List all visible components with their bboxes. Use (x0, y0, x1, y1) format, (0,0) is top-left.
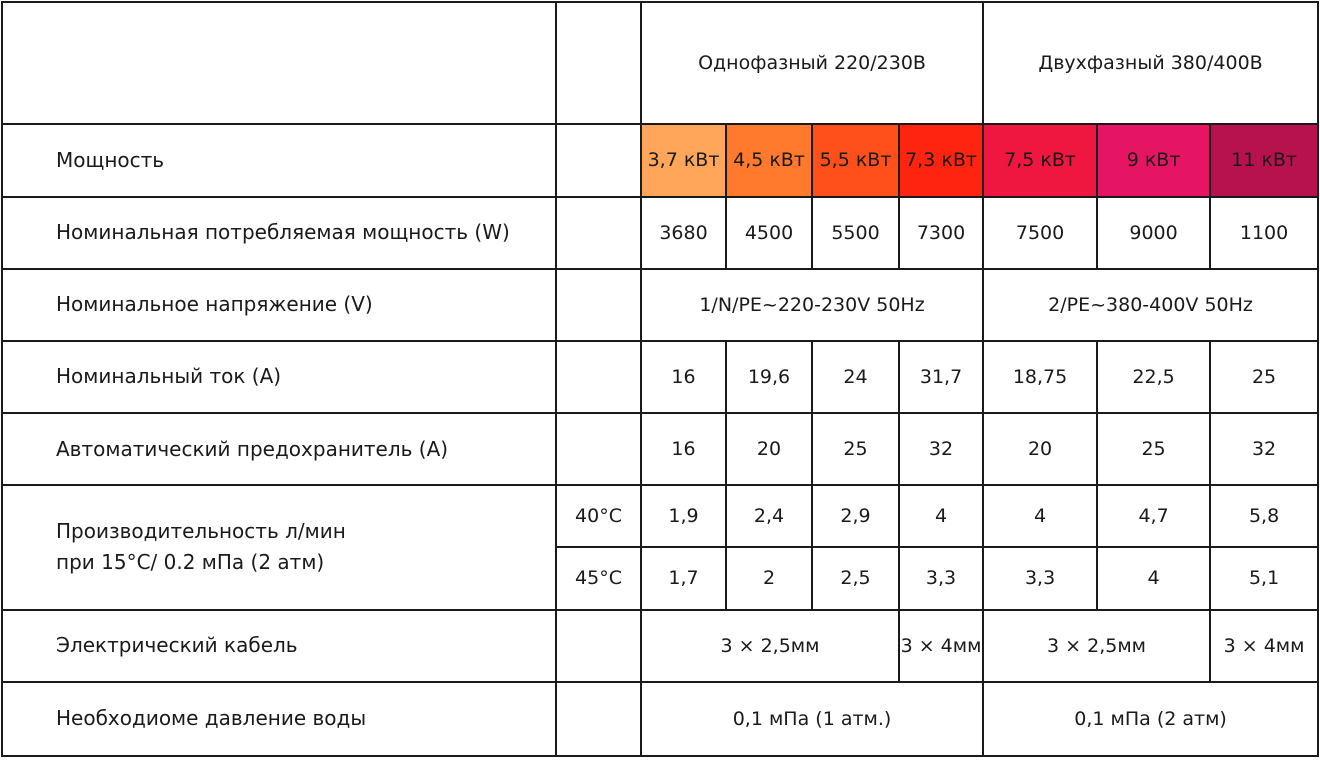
breaker-cell: 20 (983, 413, 1097, 485)
rated-power-row (2, 197, 1318, 269)
breaker-cell: 32 (899, 413, 983, 485)
breaker-cell: 20 (726, 413, 812, 485)
power-cell: 5,5 кВт (812, 124, 899, 196)
productivity-label (2, 485, 556, 609)
productivity-40-cell: 1,9 (641, 485, 726, 547)
empty-cell (556, 124, 641, 196)
productivity-label-line2: при 15°C/ 0.2 мПа (2 атм) (56, 550, 325, 575)
breaker-label: Автоматический предохранитель (А) (2, 413, 556, 485)
empty-cell (556, 341, 641, 413)
productivity-40-cell: 2,9 (812, 485, 899, 547)
rated-current-cell: 24 (812, 341, 899, 413)
rated-current-cell: 22,5 (1097, 341, 1210, 413)
cable-row (2, 610, 1318, 682)
cable-label: Электрический кабель (2, 610, 556, 682)
header-two-phase: Двухфазный 380/400В (983, 2, 1318, 124)
water-pressure-two: 0,1 мПа (2 атм) (983, 682, 1318, 756)
productivity-45-cell: 3,3 (899, 547, 983, 609)
productivity-40-cell: 4 (899, 485, 983, 547)
productivity-40-cell: 4,7 (1097, 485, 1210, 547)
rated-current-cell: 25 (1210, 341, 1318, 413)
productivity-45-cell: 2,5 (812, 547, 899, 609)
empty-cell (556, 413, 641, 485)
power-cell: 4,5 кВт (726, 124, 812, 196)
rated-power-cell: 7500 (983, 197, 1097, 269)
temp-40-label: 40°C (556, 485, 641, 547)
rated-power-cell: 3680 (641, 197, 726, 269)
rated-current-row (2, 341, 1318, 413)
empty-cell (556, 610, 641, 682)
rated-power-cell: 5500 (812, 197, 899, 269)
productivity-45-cell: 3,3 (983, 547, 1097, 609)
productivity-40-cell: 5,8 (1210, 485, 1318, 547)
header-empty-cell (556, 2, 641, 124)
rated-power-cell: 9000 (1097, 197, 1210, 269)
cable-two-small: 3 × 2,5мм (983, 610, 1210, 682)
breaker-cell: 25 (1097, 413, 1210, 485)
productivity-40-cell: 4 (983, 485, 1097, 547)
productivity-45-cell: 1,7 (641, 547, 726, 609)
rated-power-cell: 1100 (1210, 197, 1318, 269)
rated-voltage-single: 1/N/PE~220-230V 50Hz (641, 269, 983, 341)
power-cell: 7,5 кВт (983, 124, 1097, 196)
header-row (2, 2, 1318, 124)
water-pressure-single: 0,1 мПа (1 атм.) (641, 682, 983, 756)
water-pressure-label: Необходиоме давление воды (2, 682, 556, 756)
spec-table (1, 1, 1319, 757)
temp-45-label: 45°C (556, 547, 641, 609)
productivity-row-40 (2, 485, 1318, 547)
cable-single-small: 3 × 2,5мм (641, 610, 899, 682)
rated-current-cell: 18,75 (983, 341, 1097, 413)
rated-voltage-row (2, 269, 1318, 341)
power-cell: 3,7 кВт (641, 124, 726, 196)
breaker-cell: 25 (812, 413, 899, 485)
empty-cell (556, 269, 641, 341)
rated-voltage-two: 2/PE~380-400V 50Hz (983, 269, 1318, 341)
cable-two-large: 3 × 4мм (1210, 610, 1318, 682)
rated-current-cell: 19,6 (726, 341, 812, 413)
power-cell: 9 кВт (1097, 124, 1210, 196)
productivity-45-cell: 2 (726, 547, 812, 609)
water-pressure-row (2, 682, 1318, 756)
productivity-label-line1: Производительность л/мин (56, 519, 346, 544)
rated-power-cell: 4500 (726, 197, 812, 269)
empty-cell (556, 197, 641, 269)
rated-current-cell: 16 (641, 341, 726, 413)
power-row (2, 124, 1318, 196)
breaker-cell: 32 (1210, 413, 1318, 485)
breaker-row (2, 413, 1318, 485)
rated-power-cell: 7300 (899, 197, 983, 269)
rated-power-label: Номинальная потребляемая мощность (W) (2, 197, 556, 269)
power-cell: 7,3 кВт (899, 124, 983, 196)
empty-cell (556, 682, 641, 756)
breaker-cell: 16 (641, 413, 726, 485)
cable-single-large: 3 × 4мм (899, 610, 983, 682)
rated-voltage-label: Номинальное напряжение (V) (2, 269, 556, 341)
productivity-40-cell: 2,4 (726, 485, 812, 547)
header-empty-cell (2, 2, 556, 124)
rated-current-label: Номинальный ток (А) (2, 341, 556, 413)
power-cell: 11 кВт (1210, 124, 1318, 196)
header-single-phase: Однофазный 220/230В (641, 2, 983, 124)
productivity-45-cell: 5,1 (1210, 547, 1318, 609)
power-label: Мощность (2, 124, 556, 196)
productivity-45-cell: 4 (1097, 547, 1210, 609)
rated-current-cell: 31,7 (899, 341, 983, 413)
